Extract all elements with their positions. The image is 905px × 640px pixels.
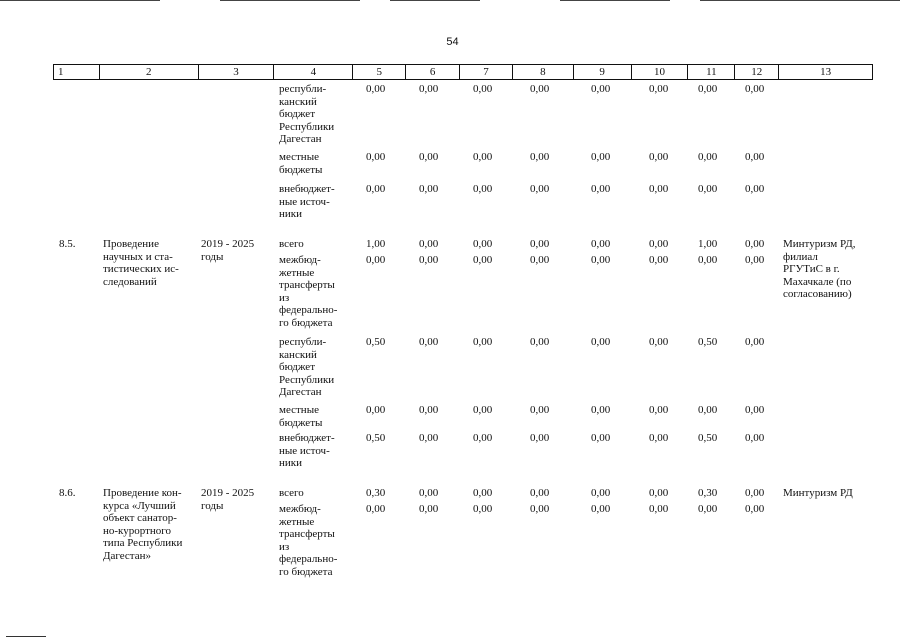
table-header-row	[53, 64, 873, 80]
funding-source-label: местные бюджеты	[279, 404, 323, 429]
item-executor: Минтуризм РД, филиал РГУТиС в г. Махачкале (по согласованию)	[783, 238, 856, 300]
funding-value-cell: 0,00	[530, 336, 550, 348]
funding-value-cell: 0,00	[745, 432, 765, 444]
funding-value-cell: 0,00	[530, 183, 550, 195]
funding-value-cell: 0,00	[745, 238, 765, 250]
funding-value-cell: 0,00	[698, 151, 718, 163]
header-col-7: 7	[460, 65, 513, 79]
funding-value-cell: 0,50	[698, 432, 718, 444]
funding-value-cell: 0,00	[649, 183, 669, 195]
funding-value-cell: 0,00	[530, 238, 550, 250]
funding-value-cell: 0,30	[698, 487, 718, 499]
funding-value-cell: 0,00	[530, 404, 550, 416]
funding-value-cell: 0,00	[419, 503, 439, 515]
item-name: Проведение кон- курса «Лучший объект санатор- но-курортного типа Республики Дагестан»	[103, 487, 183, 562]
funding-value-cell: 0,00	[591, 432, 611, 444]
funding-value-cell: 0,00	[591, 183, 611, 195]
funding-source-label: республи- канский бюджет Республики Дагестан	[279, 336, 335, 398]
funding-value-cell: 0,00	[473, 83, 493, 95]
item-number: 8.6.	[59, 487, 76, 499]
funding-value-cell: 0,00	[745, 404, 765, 416]
funding-value-cell: 0,50	[698, 336, 718, 348]
funding-value-cell: 0,00	[698, 254, 718, 266]
item-name: Проведение научных и ста- тистических ис- следований	[103, 238, 179, 288]
funding-value-cell: 0,00	[745, 503, 765, 515]
funding-value-cell: 0,00	[649, 404, 669, 416]
funding-value-cell: 0,00	[419, 183, 439, 195]
item-period: 2019 - 2025 годы	[201, 238, 255, 263]
funding-value-cell: 0,00	[591, 83, 611, 95]
funding-value-cell: 0,00	[649, 151, 669, 163]
funding-value-cell: 0,00	[473, 336, 493, 348]
funding-source-label: межбюд- жетные трансферты из федерально- го бюджета	[279, 503, 338, 578]
funding-value-cell: 0,00	[419, 83, 439, 95]
funding-value-cell: 0,00	[698, 83, 718, 95]
funding-source-label: республи- канский бюджет Республики Дагестан	[279, 83, 335, 145]
funding-value-cell: 0,00	[473, 404, 493, 416]
funding-value-cell: 0,00	[745, 151, 765, 163]
funding-value-cell: 0,00	[366, 503, 386, 515]
funding-source-label: внебюджет- ные источ- ники	[279, 432, 335, 469]
funding-value-cell: 0,00	[591, 254, 611, 266]
header-col-2: 2	[100, 65, 199, 79]
funding-value-cell: 0,00	[649, 336, 669, 348]
funding-value-cell: 1,00	[366, 238, 386, 250]
funding-value-cell: 0,00	[530, 487, 550, 499]
funding-source-label: всего	[279, 238, 304, 250]
funding-value-cell: 0,00	[649, 503, 669, 515]
funding-value-cell: 0,00	[745, 83, 765, 95]
header-col-5: 5	[353, 65, 406, 79]
top-edge-line	[390, 0, 480, 1]
page-number: 54	[446, 36, 459, 48]
funding-value-cell: 0,00	[473, 183, 493, 195]
funding-value-cell: 0,00	[419, 336, 439, 348]
funding-value-cell: 0,00	[419, 487, 439, 499]
top-edge-line	[700, 0, 900, 1]
funding-value-cell: 1,00	[698, 238, 718, 250]
funding-value-cell: 0,00	[649, 238, 669, 250]
funding-value-cell: 0,00	[745, 254, 765, 266]
funding-source-label: местные бюджеты	[279, 151, 323, 176]
header-col-3: 3	[199, 65, 275, 79]
item-executor: Минтуризм РД	[783, 487, 853, 499]
header-col-9: 9	[574, 65, 632, 79]
funding-value-cell: 0,00	[698, 404, 718, 416]
header-col-12: 12	[735, 65, 779, 79]
funding-value-cell: 0,00	[649, 254, 669, 266]
funding-value-cell: 0,00	[366, 183, 386, 195]
funding-value-cell: 0,00	[745, 487, 765, 499]
header-col-8: 8	[513, 65, 574, 79]
funding-value-cell: 0,00	[530, 254, 550, 266]
funding-value-cell: 0,00	[419, 151, 439, 163]
funding-value-cell: 0,00	[419, 432, 439, 444]
funding-value-cell: 0,00	[530, 503, 550, 515]
funding-value-cell: 0,00	[419, 404, 439, 416]
funding-value-cell: 0,00	[698, 503, 718, 515]
funding-value-cell: 0,00	[649, 487, 669, 499]
header-col-11: 11	[688, 65, 735, 79]
funding-value-cell: 0,00	[473, 238, 493, 250]
header-col-10: 10	[632, 65, 689, 79]
funding-value-cell: 0,00	[591, 238, 611, 250]
header-col-6: 6	[406, 65, 460, 79]
top-edge-line	[220, 0, 360, 1]
funding-value-cell: 0,00	[591, 503, 611, 515]
funding-value-cell: 0,00	[473, 151, 493, 163]
funding-value-cell: 0,30	[366, 487, 386, 499]
funding-value-cell: 0,00	[473, 503, 493, 515]
funding-value-cell: 0,00	[649, 83, 669, 95]
funding-value-cell: 0,00	[591, 404, 611, 416]
funding-value-cell: 0,00	[649, 432, 669, 444]
funding-value-cell: 0,00	[419, 238, 439, 250]
funding-source-label: всего	[279, 487, 304, 499]
funding-value-cell: 0,00	[366, 151, 386, 163]
funding-value-cell: 0,00	[366, 404, 386, 416]
funding-source-label: межбюд- жетные трансферты из федерально- го бюджета	[279, 254, 338, 329]
funding-value-cell: 0,00	[366, 83, 386, 95]
top-edge-line	[560, 0, 670, 1]
funding-value-cell: 0,00	[366, 254, 386, 266]
funding-value-cell: 0,50	[366, 432, 386, 444]
funding-source-label: внебюджет- ные источ- ники	[279, 183, 335, 220]
funding-value-cell: 0,00	[530, 83, 550, 95]
item-period: 2019 - 2025 годы	[201, 487, 255, 512]
funding-value-cell: 0,00	[473, 254, 493, 266]
funding-value-cell: 0,00	[698, 183, 718, 195]
header-col-4: 4	[274, 65, 353, 79]
header-col-13: 13	[820, 66, 832, 78]
funding-value-cell: 0,50	[366, 336, 386, 348]
item-number: 8.5.	[59, 238, 76, 250]
funding-value-cell: 0,00	[530, 432, 550, 444]
funding-value-cell: 0,00	[591, 336, 611, 348]
funding-value-cell: 0,00	[591, 151, 611, 163]
funding-value-cell: 0,00	[591, 487, 611, 499]
top-edge-line	[0, 0, 160, 1]
bottom-edge-line	[6, 636, 46, 637]
funding-value-cell: 0,00	[745, 336, 765, 348]
header-col-1: 1	[54, 65, 100, 79]
funding-value-cell: 0,00	[473, 487, 493, 499]
funding-value-cell: 0,00	[745, 183, 765, 195]
funding-value-cell: 0,00	[473, 432, 493, 444]
funding-value-cell: 0,00	[419, 254, 439, 266]
funding-value-cell: 0,00	[530, 151, 550, 163]
